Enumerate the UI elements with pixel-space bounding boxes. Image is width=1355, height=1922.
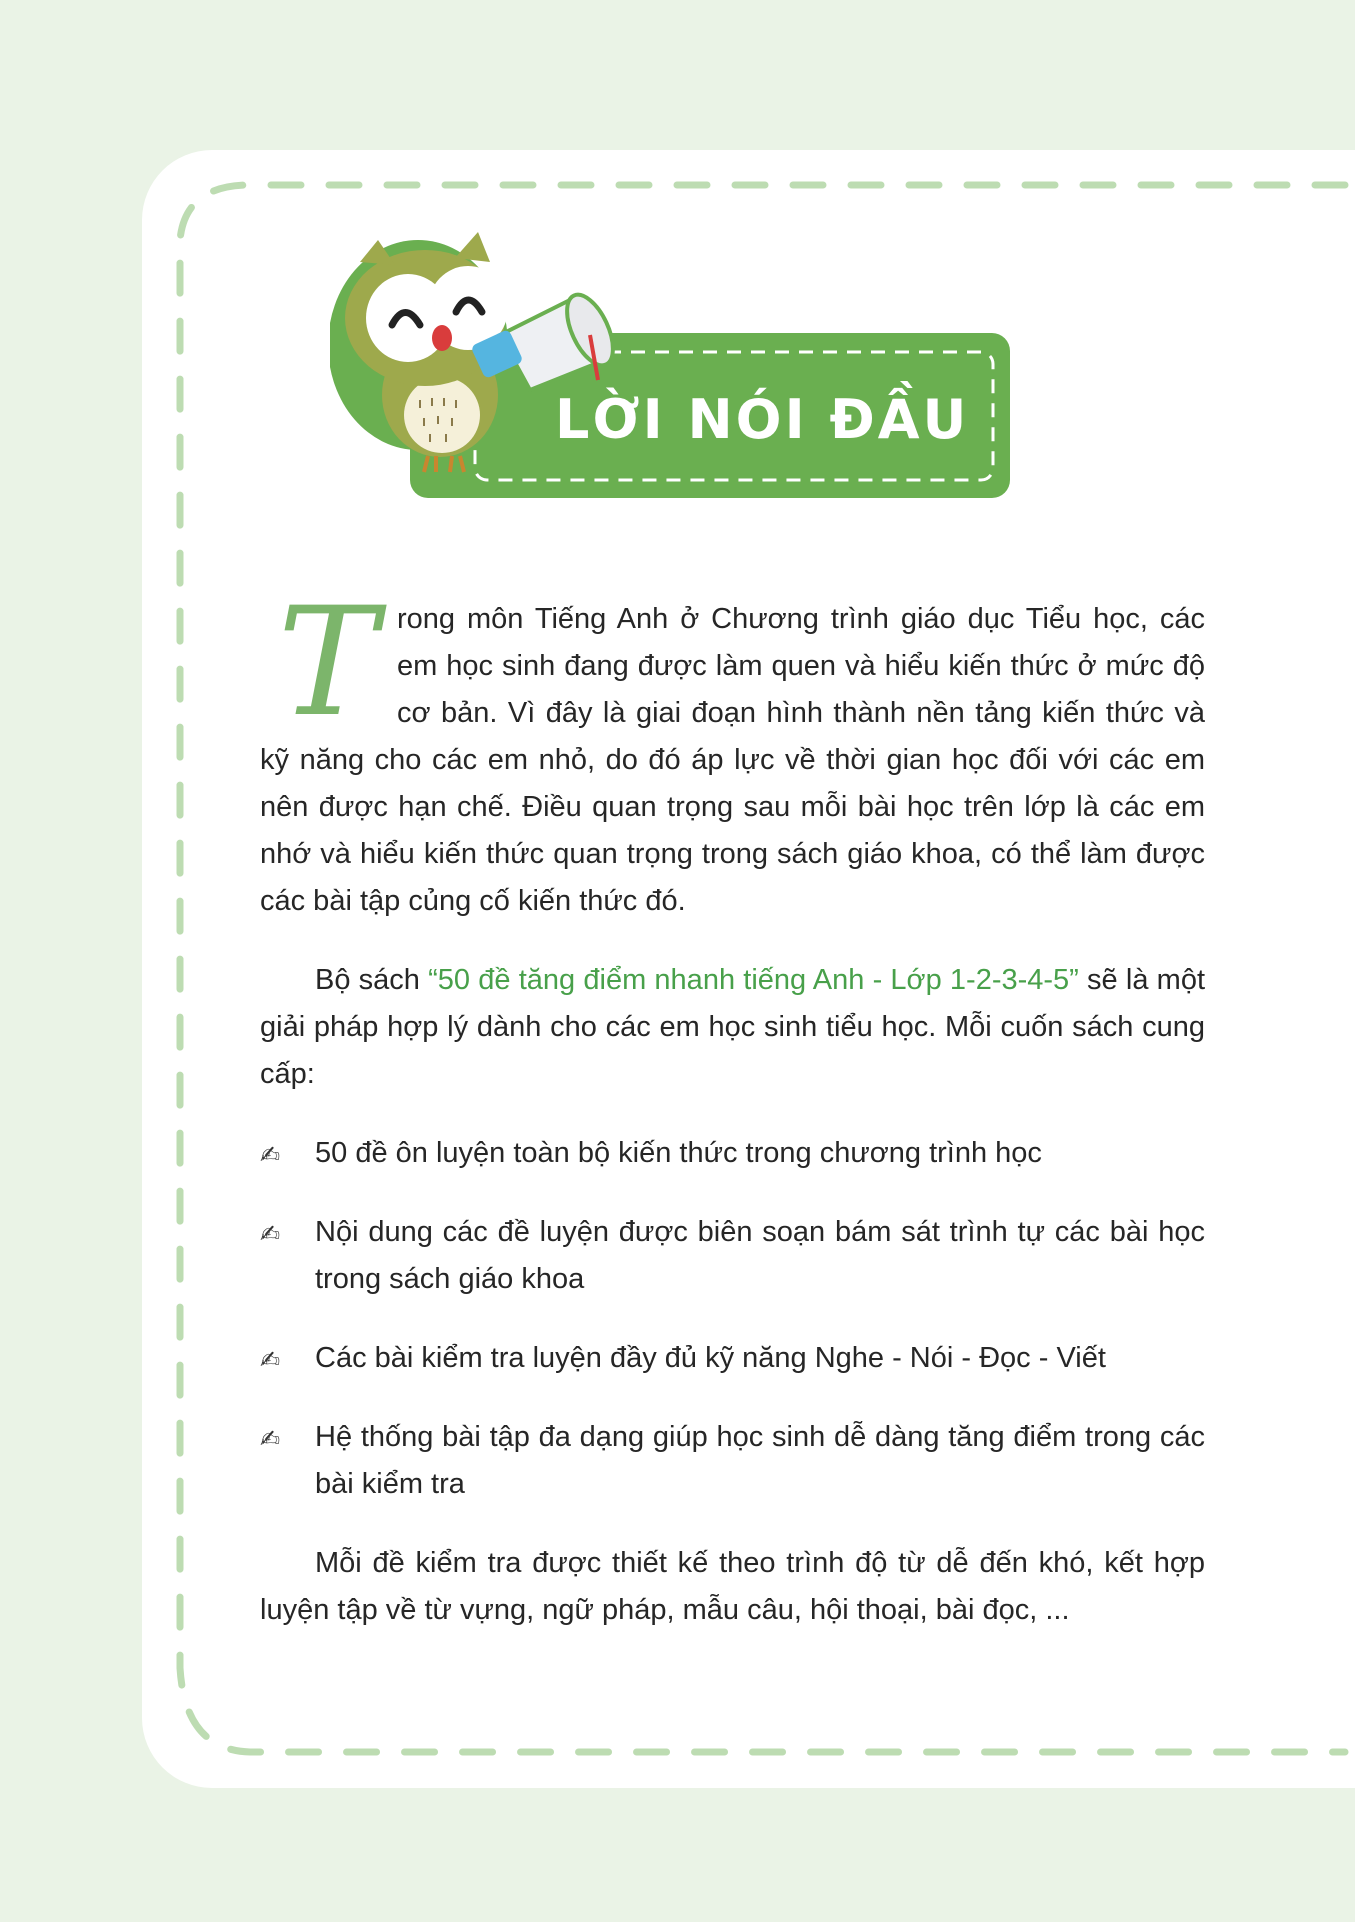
feature-text: Các bài kiểm tra luyện đầy đủ kỹ năng Nghe - Nói - Đọc - Viết: [315, 1342, 1106, 1374]
feature-text: Hệ thống bài tập đa dạng giúp học sinh dễ dàng tăng điểm trong các bài kiểm tra: [315, 1421, 1205, 1500]
feature-text: Nội dung các đề luyện được biên soạn bám sát trình tự các bài học trong sách giáo khoa: [315, 1216, 1205, 1295]
drop-cap: T: [277, 576, 378, 750]
list-item: [260, 1130, 1205, 1177]
writing-hand-icon: ✍: [260, 1347, 281, 1374]
intro-paragraph: [260, 576, 1205, 925]
list-item: [260, 1335, 1205, 1382]
list-item: [260, 1414, 1205, 1508]
list-item: [260, 1209, 1205, 1303]
closing-paragraph: Mỗi đề kiểm tra được thiết kế theo trình độ từ dễ đến khó, kết hợp luyện tập về từ vựng, ngữ pháp, mẫu câu, hội thoại, bài đọc, ...: [260, 1547, 1205, 1626]
title-banner: [330, 210, 1030, 510]
book-paragraph: [260, 957, 1205, 1098]
writing-hand-icon: ✍: [260, 1221, 281, 1248]
page-title: LỜI NÓI ĐẦU: [555, 388, 970, 451]
feature-text: 50 đề ôn luyện toàn bộ kiến thức trong chương trình học: [315, 1137, 1042, 1169]
feature-list: [260, 1130, 1205, 1508]
book-paragraph-prefix: Bộ sách: [315, 964, 429, 996]
preface-body: [260, 576, 1205, 1634]
writing-hand-icon: ✍: [260, 1426, 281, 1453]
intro-text: rong môn Tiếng Anh ở Chương trình giáo dục Tiểu học, các em học sinh đang được làm quen và hiểu kiến thức ở mức độ cơ bản. Vì đây là giai đoạn hình thành nền tảng kiến thức và kỹ năng cho các em nhỏ, do đó áp lực về thời gian học đối với các em nên được hạn chế. Điều quan trọng sau mỗi bài học trên lớp là các em nhớ và hiểu kiến thức quan trọng trong sách giáo khoa, có thể làm được các bài tập củng cố kiến thức đó.: [260, 603, 1205, 917]
writing-hand-icon: ✍: [260, 1142, 281, 1169]
book-paragraph-suffix: sẽ là một giải pháp hợp lý dành cho các em học sinh tiểu học. Mỗi cuốn sách cung cấp:: [260, 964, 1205, 1090]
book-title: “50 đề tăng điểm nhanh tiếng Anh - Lớp 1-2-3-4-5”: [428, 964, 1079, 996]
